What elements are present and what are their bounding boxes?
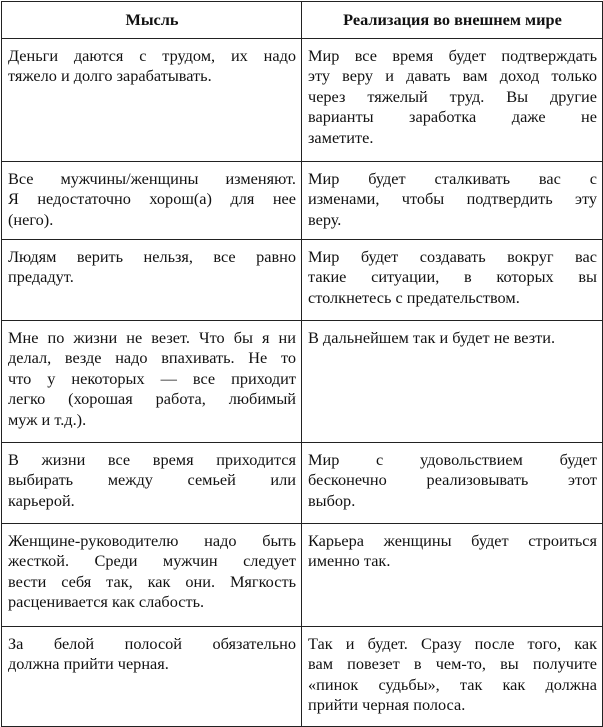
text-line: заметите. — [308, 127, 374, 147]
text-line: Карьера женщины будет строиться — [308, 531, 597, 550]
text-line: предадут. — [8, 267, 74, 287]
text-line: что у некоторых — все приходит — [8, 368, 296, 388]
cell-thought — [2, 39, 302, 162]
cell-realization — [302, 443, 603, 524]
text-line: именно так. — [308, 551, 391, 571]
beliefs-table — [1, 1, 603, 727]
text-line: муж и т.д.). — [8, 409, 87, 429]
table-row — [2, 39, 603, 162]
text-line: Я недостаточно хорош(а) для нее — [8, 189, 296, 209]
text-line: варианты заработка даже не — [308, 107, 597, 127]
text-line: столкнетесь с предательством. — [308, 287, 520, 307]
cell-realization — [302, 627, 603, 727]
text-line: За белой полосой обязательно — [8, 634, 296, 653]
cell-thought — [2, 240, 302, 321]
table-row — [2, 443, 603, 524]
text-line: Все мужчины/женщины изменяют. — [8, 169, 296, 188]
header-row — [2, 2, 603, 39]
text-line: Деньги даются с трудом, их надо — [8, 46, 296, 65]
cell-thought — [2, 162, 302, 240]
table-row — [2, 162, 603, 240]
text-line: Мир все время будет подтверждать — [308, 46, 597, 65]
text-line: Мир будет сталкивать вас с — [308, 169, 597, 188]
text-line: должна прийти черная. — [8, 654, 169, 674]
cell-realization — [302, 524, 603, 627]
text-line: эту веру и давать вам доход только — [308, 66, 597, 86]
cell-thought — [2, 443, 302, 524]
text-line: бесконечно реализовывать этот — [308, 470, 597, 490]
text-line: через тяжелый труд. Вы другие — [308, 86, 597, 106]
table-row — [2, 321, 603, 443]
text-line: В дальнейшем так и будет не везти. — [308, 328, 556, 347]
text-line: Мне по жизни не везет. Что бы я ни — [8, 328, 296, 347]
text-line: расценивается как слабость. — [8, 592, 205, 612]
cell-thought — [2, 321, 302, 443]
table-row — [2, 524, 603, 627]
text-line: легко (хорошая работа, любимый — [8, 389, 296, 409]
header-thought: Мысль — [2, 2, 302, 39]
text-line: вести себя так, как они. Мягкость — [8, 571, 296, 591]
text-line: прийти черная полоса. — [308, 695, 466, 715]
text-line: жесткой. Среди мужчин следует — [8, 551, 296, 571]
cell-thought — [2, 627, 302, 727]
text-line: выбор. — [308, 490, 356, 510]
text-line: Женщине-руководителю надо быть — [8, 531, 296, 550]
text-line: Мир с удовольствием будет — [308, 450, 597, 469]
cell-realization — [302, 162, 603, 240]
cell-realization — [302, 240, 603, 321]
text-line: делал, везде надо впахивать. Не то — [8, 348, 296, 368]
text-line: такие ситуации, в которых вы — [308, 267, 597, 287]
text-line: «пинок судьбы», так как должна — [308, 674, 597, 694]
text-line: (него). — [8, 209, 54, 229]
cell-realization — [302, 39, 603, 162]
cell-realization — [302, 321, 603, 443]
text-line: вам повезет в чем-то, вы получите — [308, 654, 597, 674]
text-line: изменами, чтобы подтвердить эту — [308, 189, 597, 209]
text-line: Так и будет. Сразу после того, как — [308, 634, 597, 653]
cell-thought — [2, 524, 302, 627]
table-row — [2, 240, 603, 321]
text-line: тяжело и долго зарабатывать. — [8, 66, 212, 86]
text-line: В жизни все время приходится — [8, 450, 296, 469]
text-line: веру. — [308, 209, 342, 229]
text-line: карьерой. — [8, 490, 75, 510]
table-row — [2, 627, 603, 727]
header-realization: Реализация во внешнем мире — [302, 2, 603, 39]
text-line: выбирать между семьей или — [8, 470, 296, 490]
text-line: Людям верить нельзя, все равно — [8, 247, 296, 266]
text-line: Мир будет создавать вокруг вас — [308, 247, 597, 266]
